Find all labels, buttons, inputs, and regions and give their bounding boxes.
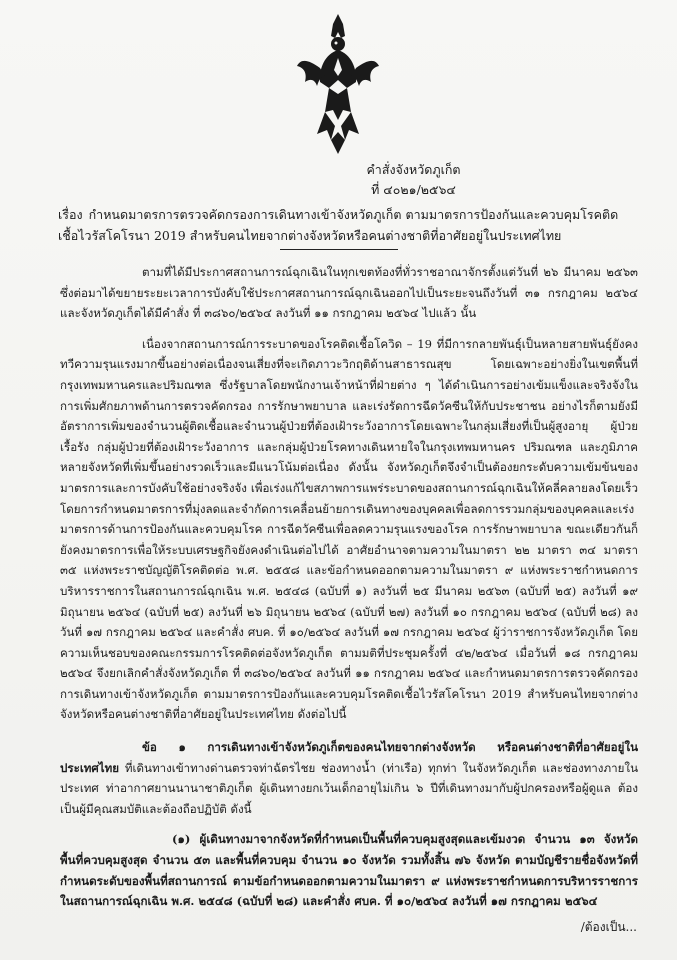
paragraph-2: เนื่องจากสถานการณ์การระบาดของโรคติดเชื้อโควิด – 19 ที่มีการกลายพันธุ์เป็นหลายสายพันธุ์ยังคงทวีความรุนแรงมากขึ้นอย่างต่อเนื่องจนเสี่ยงที่จะเกิดภาวะวิกฤติด้านสาธารณสุข โดยเฉพาะอย่างยิ่งในเขตพื้นที่กรุงเทพมหานครและปริมณฑล ซึ่งรัฐบาลโดยพนักงานเจ้าหน้าที่ฝ่ายต่าง ๆ ได้ดำเนินการอย่างเข้มแข็งและจริงจังในการเพิ่มศักยภาพด้านการตรวจคัดกรอง การรักษาพยาบาล และเร่งรัดการฉีดวัคซีนให้กับประชาชน อย่างไรก็ตามยังมีอัตราการเพิ่มของจำนวนผู้ติดเชื้อและจำนวนผู้ป่วยที่ต้องเฝ้าระวังอาการโดยเฉพาะในกลุ่มเสี่ยงที่เป็นผู้สูงอายุ ผู้ป่วยเรื้อรัง กลุ่มผู้ป่วยที่ต้องเฝ้าระวังอาการ และกลุ่มผู้ป่วยโรคทางเดินหายใจในกรุงเทพมหานคร ปริมณฑล และภูมิภาคหลายจังหวัดที่เพิ่มขึ้นอย่างรวดเร็วและมีแนวโน้มต่อเนื่อง ดังนั้น จังหวัดภูเก็ตจึงจำเป็นต้องยกระดับความเข้มข้นของมาตรการและการบังคับใช้อย่างจริงจัง เพื่อเร่งแก้ไขสภาพการแพร่ระบาดของสถานการณ์ฉุกเฉินให้คลี่คลายลงโดยเร็ว โดยการกำหนดมาตรการที่มุ่งลดและจำกัดการเคลื่อนย้ายการเดินทางของบุคคลเพื่อลดการรวมกลุ่มของบุคคลและเร่งมาตรการด้านการป้องกันและควบคุมโรค การฉีดวัคซีนเพื่อลดความรุนแรงของโรค การรักษาพยาบาล ขณะเดียวกันก็ยังคงมาตรการเพื่อให้ระบบเศรษฐกิจยังคงดำเนินต่อไปได้ อาศัยอำนาจตามความในมาตรา ๒๒ มาตรา ๓๔ มาตรา ๓๕ แห่งพระราชบัญญัติโรคติดต่อ พ.ศ. ๒๕๕๘ และข้อกำหนดออกตามความในมาตรา ๙ แห่งพระราชกำหนดการบริหารราชการในสถานการณ์ฉุกเฉิน พ.ศ. ๒๕๔๘ (ฉบับที่ ๑) ลงวันที่ ๒๕ มีนาคม ๒๕๖๓ (ฉบับที่ ๒๕) ลงวันที่ ๑๙ มิถุนายน ๒๕๖๔ (ฉบับที่ ๒๕) ลงวันที่ ๒๖ มิถุนายน ๒๕๖๔ (ฉบับที่ ๒๗) ลงวันที่ ๑๐ กรกฎาคม ๒๕๖๔ (ฉบับที่ ๒๘) ลงวันที่ ๑๗ กรกฎาคม ๒๕๖๔ และคำสั่ง ศบค. ที่ ๑๐/๒๕๖๔ ลงวันที่ ๑๗ กรกฎาคม ๒๕๖๔ ผู้ว่าราชการจังหวัดภูเก็ต โดยความเห็นชอบของคณะกรรมการโรคติดต่อจังหวัดภูเก็ต ตามมติที่ประชุมครั้งที่ ๔๒/๒๕๖๔ เมื่อวันที่ ๑๘ กรกฎาคม ๒๕๖๔ จึงยกเลิกคำสั่งจังหวัดภูเก็ต ที่ ๓๘๖๐/๒๕๖๔ ลงวันที่ ๑๑ กรกฎาคม ๒๕๖๔ และกำหนดมาตรการตรวจคัดกรองการเดินทางเข้าจังหวัดภูเก็ต ตามมาตรการป้องกันและควบคุมโรคติดเชื้อไวรัสโคโรนา 2019 สำหรับคนไทยจากต่างจังหวัดหรือคนต่างชาติที่อาศัยอยู่ในประเทศไทย ดังต่อไปนี้ — [60, 336, 638, 722]
continued-marker: /ต้องเป็น... — [580, 920, 637, 934]
document-body — [60, 262, 638, 922]
sub-clause-1: (๑) ผู้เดินทางมาจากจังหวัดที่กำหนดเป็นพื้นที่ควบคุมสูงสุดและเข้มงวด จำนวน ๑๓ จังหวัด พื้นที่ควบคุมสูงสุด จำนวน ๕๓ และพื้นที่ควบคุม จำนวน ๑๐ จังหวัด รวมทั้งสิ้น ๗๖ จังหวัด ตามบัญชีรายชื่อจังหวัดที่กำหนดระดับของพื้นที่สถานการณ์ ตามข้อกำหนดออกตามความในมาตรา ๙ แห่งพระราชกำหนดการบริหารราชการในสถานการณ์ฉุกเฉิน พ.ศ. ๒๕๔๘ (ฉบับที่ ๒๘) และคำสั่ง ศบค. ที่ ๑๐/๒๕๖๔ ลงวันที่ ๑๗ กรกฎาคม ๒๕๖๔ — [60, 832, 638, 909]
clause-1 — [60, 737, 638, 819]
garuda-emblem-icon — [295, 8, 381, 158]
order-title: คำสั่งจังหวัดภูเก็ต — [366, 162, 461, 177]
clause-1-text: ที่เดินทางเข้าทางด่านตรวจท่าฉัตรไชย ช่องทางน้ำ (ท่าเรือ) ทุกท่า ในจังหวัดภูเก็ต และช่องทางภายในประเทศ ท่าอากาศยานนานาชาติภูเก็ต ผู้เดินทางยกเว้นเด็กอายุไม่เกิน ๖ ปีที่เดินทางมากับผู้ปกครองหรือผู้ดูแล ต้องเป็นผู้มีคุณสมบัติและต้องถือปฏิบัติ ดังนี้ — [60, 760, 639, 816]
divider — [280, 249, 398, 250]
clause-1-heading: ข้อ ๑ การเดินทางเข้าจังหวัดภูเก็ตของคนไทยจากต่างจังหวัด หรือคนต่างชาติที่อาศัยอยู่ในประเทศไทย — [60, 740, 638, 775]
subject-text: กำหนดมาตรการตรวจคัดกรองการเดินทางเข้าจังหวัดภูเก็ต ตามมาตรการป้องกันและควบคุมโรคติดเชื้อไวรัสโคโรนา 2019 สำหรับคนไทยจากต่างจังหวัดหรือคนต่างชาติที่อาศัยอยู่ในประเทศไทย — [58, 207, 619, 243]
subject-label: เรื่อง — [58, 207, 83, 222]
order-number: ที่ ๔๐๒๑/๒๕๖๔ — [371, 182, 456, 197]
paragraph-1: ตามที่ได้มีประกาศสถานการณ์ฉุกเฉินในทุกเขตท้องที่ทั่วราชอาณาจักรตั้งแต่วันที่ ๒๖ มีนาคม ๒๕๖๓ ซึ่งต่อมาได้ขยายระยะเวลาการบังคับใช้ประกาศสถานการณ์ฉุกเฉินออกไปเป็นระยะจนถึงวันที่ ๓๑ กรกฎาคม ๒๕๖๔ และจังหวัดภูเก็ตได้มีคำสั่ง ที่ ๓๘๖๐/๒๕๖๔ ลงวันที่ ๑๑ กรกฎาคม ๒๕๖๔ ไปแล้ว นั้น — [60, 265, 638, 321]
subject — [58, 204, 638, 246]
